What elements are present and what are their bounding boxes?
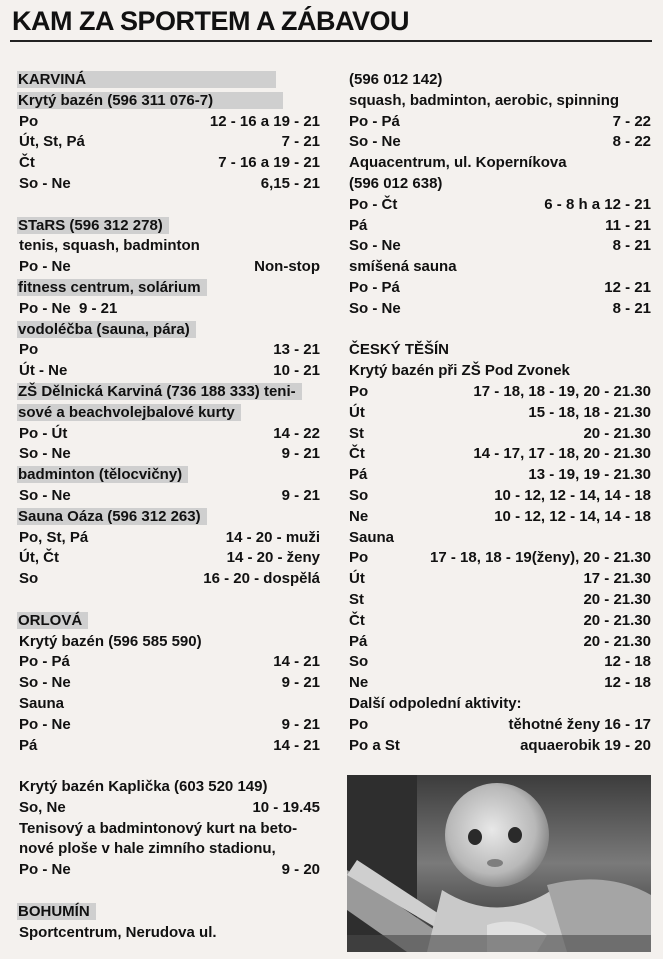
tesin-sauna-title: Sauna bbox=[349, 528, 395, 546]
schedule-row: Po - Pá 12 - 21 bbox=[349, 278, 651, 296]
schedule-row: Po - Ne 9 - 20 bbox=[19, 861, 320, 879]
tesin-pool-title: Krytý bazén při ZŠ Pod Zvonek bbox=[349, 362, 570, 380]
badminton-title: badminton (tělocvičny) bbox=[19, 465, 320, 486]
mixed-sauna-title: smíšená sauna bbox=[349, 258, 457, 276]
karvina-pool-title: Krytý bazén (596 311 076-7) bbox=[19, 91, 320, 112]
stars-sports: tenis, squash, badminton bbox=[19, 237, 200, 255]
kurt-line2: nové ploše v hale zimního stadionu, bbox=[19, 840, 276, 858]
orlova-sauna-title: Sauna bbox=[19, 694, 65, 712]
schedule-row: So 12 - 18 bbox=[349, 653, 651, 671]
right-column bbox=[349, 70, 651, 756]
schedule-row: Čt 20 - 21.30 bbox=[349, 611, 651, 629]
schedule-row: Pá 13 - 19, 19 - 21.30 bbox=[349, 466, 651, 484]
schedule-row: Po, St, Pá 14 - 20 - muži bbox=[19, 528, 320, 546]
schedule-row: Ne 10 - 12, 12 - 14, 14 - 18 bbox=[349, 507, 651, 525]
sauna-oaza-title: Sauna Oáza (596 312 263) bbox=[19, 507, 320, 528]
schedule-row: Po - Pá 14 - 21 bbox=[19, 653, 320, 671]
section-heading-cesky-tesin: ČESKÝ TĚŠÍN bbox=[349, 341, 450, 359]
bohumin-line: Sportcentrum, Nerudova ul. bbox=[19, 923, 217, 941]
sportcentrum-phone: (596 012 142) bbox=[349, 71, 443, 88]
schedule-row: Ne 12 - 18 bbox=[349, 674, 651, 692]
schedule-row: So - Ne 9 - 21 bbox=[19, 486, 320, 504]
schedule-row: Po - Čt 6 - 8 h a 12 - 21 bbox=[349, 195, 651, 213]
schedule-row: Po 17 - 18, 18 - 19(ženy), 20 - 21.30 bbox=[349, 549, 651, 567]
other-activities-title: Další odpolední aktivity: bbox=[349, 694, 522, 712]
kaplicka-title: Krytý bazén Kaplička (603 520 149) bbox=[19, 778, 268, 796]
section-heading-karvina: KARVINÁ bbox=[19, 70, 320, 91]
section-heading-orlova: ORLOVÁ bbox=[19, 611, 320, 632]
schedule-row: So - Ne 8 - 21 bbox=[349, 237, 651, 255]
schedule-row: Čt 7 - 16 a 19 - 21 bbox=[19, 154, 320, 172]
baby-swimming-photo bbox=[347, 775, 651, 952]
schedule-row: So 10 - 12, 12 - 14, 14 - 18 bbox=[349, 486, 651, 504]
schedule-row: So - Ne 9 - 21 bbox=[19, 674, 320, 692]
schedule-row: Po - Ne 9 - 21 bbox=[19, 715, 320, 733]
page-title: KAM ZA SPORTEM A ZÁBAVOU bbox=[12, 6, 409, 36]
stars-title: STaRS (596 312 278) bbox=[19, 216, 320, 237]
schedule-row: So, Ne 10 - 19.45 bbox=[19, 798, 320, 816]
kurt-line1: Tenisový a badmintonový kurt na beto- bbox=[19, 819, 298, 837]
title-divider bbox=[10, 40, 652, 42]
schedule-row: St 20 - 21.30 bbox=[349, 424, 651, 442]
schedule-row: Pá 14 - 21 bbox=[19, 736, 320, 754]
schedule-row: So - Ne 8 - 22 bbox=[349, 133, 651, 151]
schedule-row: Po těhotné ženy 16 - 17 bbox=[349, 715, 651, 733]
sportcentrum-sports: squash, badminton, aerobic, spinning bbox=[349, 91, 620, 109]
aquacentrum-phone: (596 012 638) bbox=[349, 174, 443, 192]
schedule-row: Út - Ne 10 - 21 bbox=[19, 362, 320, 380]
schedule-row: Čt 14 - 17, 17 - 18, 20 - 21.30 bbox=[349, 445, 651, 463]
left-column bbox=[19, 70, 320, 943]
schedule-row: Po - Ne Non-stop bbox=[19, 258, 320, 276]
schedule-row: Po 12 - 16 a 19 - 21 bbox=[19, 112, 320, 130]
schedule-row: Po - Ne 9 - 21 bbox=[19, 299, 118, 317]
schedule-row: Út, St, Pá 7 - 21 bbox=[19, 133, 320, 151]
schedule-row: So - Ne 8 - 21 bbox=[349, 299, 651, 317]
schedule-row: Po - Pá 7 - 22 bbox=[349, 112, 651, 130]
fitness-title: fitness centrum, solárium bbox=[19, 278, 320, 299]
schedule-row: Po - Út 14 - 22 bbox=[19, 424, 320, 442]
schedule-row: Út 15 - 18, 18 - 21.30 bbox=[349, 403, 651, 421]
schedule-row: Po 13 - 21 bbox=[19, 341, 320, 359]
section-heading-bohumin: BOHUMÍN bbox=[19, 902, 320, 923]
schedule-row: Pá 20 - 21.30 bbox=[349, 632, 651, 650]
zs-delnicka-line2: sové a beachvolejbalové kurty bbox=[19, 403, 320, 424]
schedule-row: So 16 - 20 - dospělá bbox=[19, 570, 320, 588]
schedule-row: Pá 11 - 21 bbox=[349, 216, 651, 234]
schedule-row: So - Ne 6,15 - 21 bbox=[19, 174, 320, 192]
schedule-row: Út, Čt 14 - 20 - ženy bbox=[19, 549, 320, 567]
zs-delnicka-line1: ZŠ Dělnická Karviná (736 188 333) teni- bbox=[19, 382, 320, 403]
schedule-row: Po a St aquaerobik 19 - 20 bbox=[349, 736, 651, 754]
schedule-row: Út 17 - 21.30 bbox=[349, 570, 651, 588]
orlova-pool-title: Krytý bazén (596 585 590) bbox=[19, 632, 202, 650]
schedule-row: St 20 - 21.30 bbox=[349, 590, 651, 608]
vodolecba-title: vodoléčba (sauna, pára) bbox=[19, 320, 320, 341]
schedule-row: Po 17 - 18, 18 - 19, 20 - 21.30 bbox=[349, 382, 651, 400]
aquacentrum-title: Aquacentrum, ul. Koperníkova bbox=[349, 154, 567, 172]
schedule-row: So - Ne 9 - 21 bbox=[19, 445, 320, 463]
